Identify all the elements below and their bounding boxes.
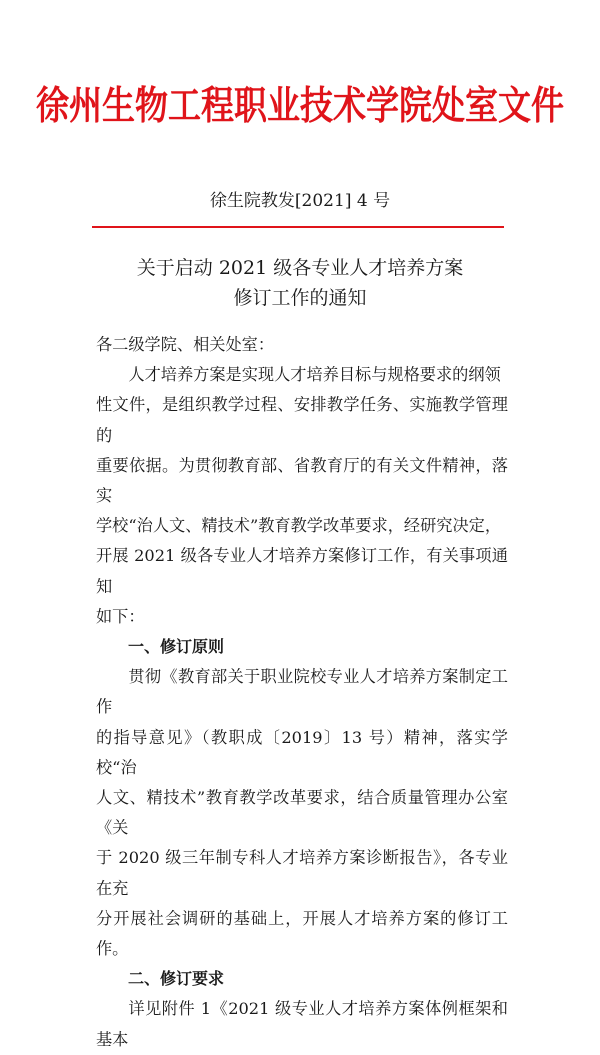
salutation: 各二级学院、相关处室：	[96, 335, 275, 354]
principles-line: 的指导意见》（教职成〔2019〕13 号）精神，落实学校“治	[96, 727, 508, 777]
intro-line: 开展 2021 级各专业人才培养方案修订工作，有关事项通知	[96, 546, 508, 596]
organization-header: 徐州生物工程职业技术学院处室文件	[36, 82, 564, 129]
intro-line: 性文件，是组织教学过程、安排教学任务、实施教学管理的	[96, 395, 508, 445]
intro-paragraph	[96, 360, 508, 632]
intro-line: 学校“治人文、精技术”教育教学改革要求，经研究决定，	[96, 516, 502, 536]
notice-body	[96, 330, 508, 1055]
section-heading-requirements: 二、修订要求	[128, 969, 225, 989]
notice-title-line-2: 修订工作的通知	[233, 287, 367, 309]
requirements-paragraph	[96, 994, 508, 1054]
section-heading-principles: 一、修订原则	[128, 637, 225, 657]
principles-line: 分开展社会调研的基础上，开展人才培养方案的修订工作。	[96, 908, 508, 959]
principles-line: 于 2020 级三年制专科人才培养方案诊断报告》，各专业在充	[96, 848, 508, 898]
intro-line: 如下：	[96, 606, 145, 626]
principles-paragraph	[96, 662, 508, 964]
principles-line: 贯彻《教育部关于职业院校专业人才培养方案制定工作	[96, 667, 508, 717]
notice-title-line-1: 关于启动 2021 级各专业人才培养方案	[136, 257, 464, 279]
requirements-line: 详见附件 1《2021 级专业人才培养方案体例框架和基本	[96, 999, 508, 1049]
intro-line: 人才培养方案是实现人才培养目标与规格要求的纲领	[128, 365, 501, 385]
red-divider-line	[92, 226, 504, 228]
intro-line: 重要依据。为贯彻教育部、省教育厅的有关文件精神，落实	[96, 455, 508, 506]
document-number: 徐生院教发[2021] 4 号	[209, 191, 391, 211]
notice-title	[0, 253, 600, 313]
principles-line: 人文、精技术”教育教学改革要求，结合质量管理办公室《关	[96, 788, 508, 838]
